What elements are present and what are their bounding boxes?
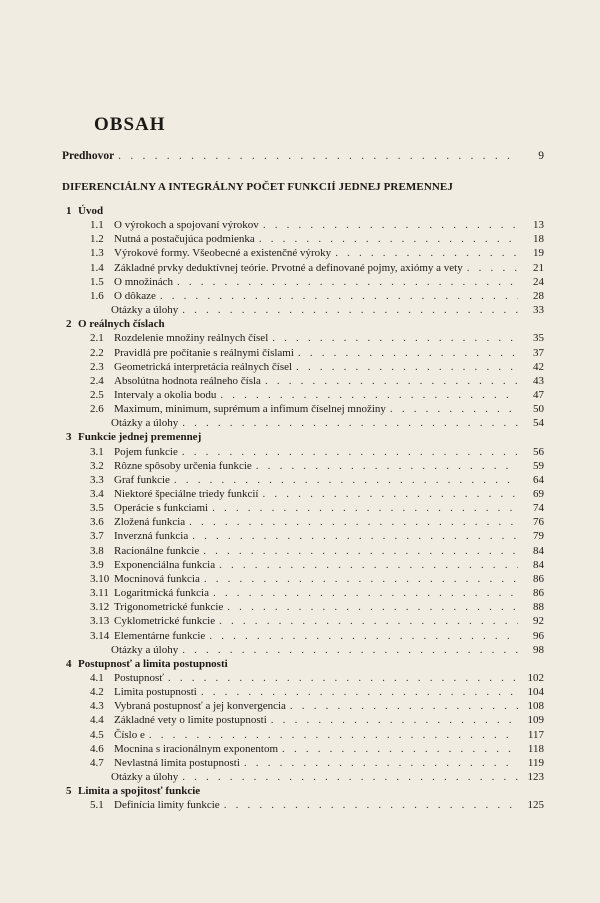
section-title: Zložená funkcia [114,516,186,529]
section-title: Číslo e [114,728,145,741]
toc-preface-row [62,150,544,162]
section-title: Otázky a úlohy [111,417,179,430]
page-number: 33 [533,304,544,317]
chapter-heading [66,205,103,218]
leader-dots [335,247,518,260]
toc-entry [111,304,544,317]
toc-entry [90,219,544,232]
toc-entry [90,686,544,699]
toc-entry [90,729,544,742]
section-number: 1.5 [90,275,104,288]
toc-entry [90,672,544,685]
page-number: 88 [533,601,544,614]
section-title: Základné vety o limite postupnosti [114,714,267,727]
page-number: 123 [527,771,544,783]
toc-entry [90,262,544,275]
section-title: Elementárne funkcie [114,629,206,642]
leader-dots [174,474,518,487]
section-title: Otázky a úlohy [111,304,179,317]
page-number: 28 [533,289,544,302]
section-number: 3.1 [90,445,104,458]
page-number: 117 [527,728,544,741]
section-number: 1.6 [90,289,104,302]
section-title: Pravidlá pre počítanie s reálnymi číslami [114,346,294,359]
leader-dots [201,686,518,699]
section-number: 3.3 [90,473,104,486]
section-number: 3.9 [90,558,104,571]
section-number: 2.5 [90,388,104,401]
leader-dots [219,559,518,572]
toc-entry [90,700,544,713]
page-title: OBSAH [94,114,166,135]
section-number: 2.4 [90,374,104,387]
chapter-heading [66,431,201,444]
page-number: 43 [533,374,544,387]
page-number: 84 [533,558,544,571]
toc-entry [90,530,544,543]
section-title: Základné prvky deduktívnej teórie. Prvotné a definované pojmy, axiómy a vety [114,261,463,274]
preface-label: Predhovor [62,150,115,162]
section-title: Nutná a postačujúca podmienka [114,233,255,246]
section-title: Graf funkcie [114,473,170,486]
section-title: Niektoré špeciálne triedy funkcií [114,488,259,500]
section-title: Racionálne funkcie [114,544,200,557]
toc-entry [90,743,544,756]
section-number: 3.13 [90,615,110,628]
page-number: 92 [533,615,544,628]
section-title: Nevlastná limita postupnosti [114,756,240,769]
leader-dots [182,771,518,784]
page-number: 37 [533,346,544,359]
page-number: 86 [533,587,544,600]
chapter-number: 3 [66,431,72,444]
page-number: 125 [527,799,544,812]
chapter-title: Funkcie jednej premennej [78,431,202,444]
section-number: 4.3 [90,700,104,713]
leader-dots [192,530,518,543]
section-title: Operácie s funkciami [114,502,209,515]
section-title: O množinách [114,275,173,288]
chapter-heading [66,318,165,331]
leader-dots [271,714,518,727]
leader-dots [168,672,518,685]
toc-entry [90,502,544,515]
chapter-title: O reálnych číslach [78,318,165,331]
section-number: 2.3 [90,360,104,373]
leader-dots [220,389,518,402]
page-number: 13 [533,219,544,232]
leader-dots [262,488,518,501]
section-title: Absolútna hodnota reálneho čísla [114,374,261,387]
section-number: 2.6 [90,403,104,416]
toc-entry [90,615,544,628]
section-number: 4.7 [90,756,104,769]
toc-entry [90,573,544,586]
leader-dots [182,304,518,317]
section-title: Otázky a úlohy [111,771,179,783]
leader-dots [259,233,518,246]
leader-dots [282,743,518,756]
section-number: 1.1 [90,219,104,232]
section-number: 2.2 [90,346,104,359]
leader-dots [224,799,518,812]
page-number: 19 [533,247,544,260]
page-number: 42 [533,360,544,373]
section-number: 5.1 [90,799,104,812]
toc-entry [90,290,544,303]
leader-dots [203,545,518,558]
toc-entry [90,601,544,614]
page-number: 119 [527,756,544,769]
page-number: 35 [533,332,544,345]
toc-entry [90,247,544,260]
section-number: 4.5 [90,728,104,741]
toc-entry [111,644,544,657]
toc-entry [90,347,544,360]
chapter-number: 1 [66,205,72,217]
page-number: 76 [533,516,544,529]
page-number: 21 [533,261,544,274]
leader-dots [118,150,518,162]
leader-dots [244,757,518,770]
leader-dots [265,375,518,388]
section-title: Pojem funkcie [114,445,178,458]
toc-entry [90,516,544,529]
section-title: Výrokové formy. Všeobecné a existenčné výroky [114,247,332,260]
section-title: Limita postupnosti [114,686,197,699]
page-number: 96 [533,629,544,642]
page-number: 84 [533,544,544,557]
leader-dots [390,403,518,416]
leader-dots [212,502,518,515]
chapter-number: 4 [66,657,72,670]
page-number: 104 [527,686,544,699]
toc-entry [90,545,544,558]
section-title: Exponenciálna funkcia [114,558,216,571]
leader-dots [272,332,518,345]
page-number: 102 [527,671,544,684]
section-title: Postupnosť [114,671,164,684]
page-number: 59 [533,459,544,472]
page-number: 74 [533,502,544,515]
section-number: 3.7 [90,530,104,543]
leader-dots [467,262,518,275]
toc-entry [90,389,544,402]
page-number: 64 [533,473,544,486]
toc-entry [90,474,544,487]
page-number: 56 [533,445,544,458]
toc-entry [111,771,544,784]
leader-dots [189,516,518,529]
section-title: Intervaly a okolia bodu [114,388,217,401]
page-number: 109 [527,714,544,727]
chapter-heading [66,785,200,798]
section-title: Geometrická interpretácia reálnych čísel [114,360,293,373]
page-number: 47 [533,388,544,401]
leader-dots [256,460,518,473]
section-title: Mocnina s iracionálnym exponentom [114,742,279,755]
section-number: 3.2 [90,459,104,472]
section-number: 3.10 [90,572,110,585]
toc-entry [90,446,544,459]
leader-dots [209,630,518,643]
section-title: Definícia limity funkcie [114,799,220,812]
section-number: 3.11 [90,587,109,600]
section-title: Otázky a úlohy [111,643,179,656]
section-title: Mocninová funkcia [114,572,200,585]
section-title: Cyklometrické funkcie [114,615,216,628]
page-number: 79 [533,530,544,543]
section-number: 3.6 [90,516,104,529]
toc-entry [90,488,544,501]
section-number: 3.8 [90,544,104,557]
chapter-title: Postupnosť a limita postupnosti [78,657,228,670]
chapter-number: 2 [66,318,72,331]
section-number: 3.12 [90,601,110,614]
toc-entry [90,233,544,246]
chapter-number: 5 [66,785,72,798]
toc-entry [90,403,544,416]
toc-entry [90,460,544,473]
chapter-title: Limita a spojitosť funkcie [78,785,201,798]
part-title: DIFERENCIÁLNY A INTEGRÁLNY POČET FUNKCIÍ JEDNEJ PREMENNEJ [62,181,453,193]
section-number: 4.1 [90,671,104,684]
page-number: 118 [527,742,544,755]
leader-dots [219,615,518,628]
leader-dots [160,290,518,303]
chapter-title: Úvod [78,205,104,217]
section-title: Maximum, minimum, suprémum a infimum číselnej množiny [114,403,386,416]
leader-dots [227,601,518,614]
leader-dots [298,347,518,360]
section-number: 3.14 [90,629,110,642]
leader-dots [290,700,518,713]
section-number: 3.4 [90,488,104,500]
section-number: 4.2 [90,686,104,699]
toc-entry [90,559,544,572]
toc-entry [90,276,544,289]
toc-entry [90,375,544,388]
toc-entry [90,587,544,600]
leader-dots [204,573,518,586]
section-title: O dôkaze [114,289,156,302]
section-number: 3.5 [90,502,104,515]
page-number: 54 [533,417,544,430]
section-title: Logaritmická funkcia [114,587,209,600]
toc-entry [90,714,544,727]
section-title: Rozdelenie množiny reálnych čísel [114,332,269,345]
leader-dots [296,361,518,374]
page-number: 69 [533,488,544,500]
leader-dots [182,417,518,430]
preface-page: 9 [538,150,544,162]
leader-dots [182,644,518,657]
section-number: 1.4 [90,261,104,274]
section-title: Inverzná funkcia [114,530,189,543]
section-title: O výrokoch a spojovaní výrokov [114,219,259,232]
leader-dots [182,446,518,459]
toc-entry [90,757,544,770]
page-number: 86 [533,572,544,585]
page-number: 50 [533,403,544,416]
section-number: 2.1 [90,332,104,345]
section-number: 1.3 [90,247,104,260]
section-number: 4.6 [90,742,104,755]
page-number: 18 [533,233,544,246]
leader-dots [149,729,518,742]
section-title: Vybraná postupnosť a jej konvergencia [114,700,286,713]
leader-dots [177,276,518,289]
section-number: 1.2 [90,233,104,246]
section-number: 4.4 [90,714,104,727]
page-number: 24 [533,275,544,288]
page-number: 108 [527,700,544,713]
chapter-heading [66,658,228,671]
toc-entry [90,799,544,812]
toc-entry [90,361,544,374]
toc-entry [90,332,544,345]
toc-entry [111,417,544,430]
leader-dots [263,219,518,232]
page-number: 98 [533,643,544,656]
section-title: Rôzne spôsoby určenia funkcie [114,459,252,472]
section-title: Trigonometrické funkcie [114,601,224,614]
toc-entry [90,630,544,643]
leader-dots [213,587,518,600]
